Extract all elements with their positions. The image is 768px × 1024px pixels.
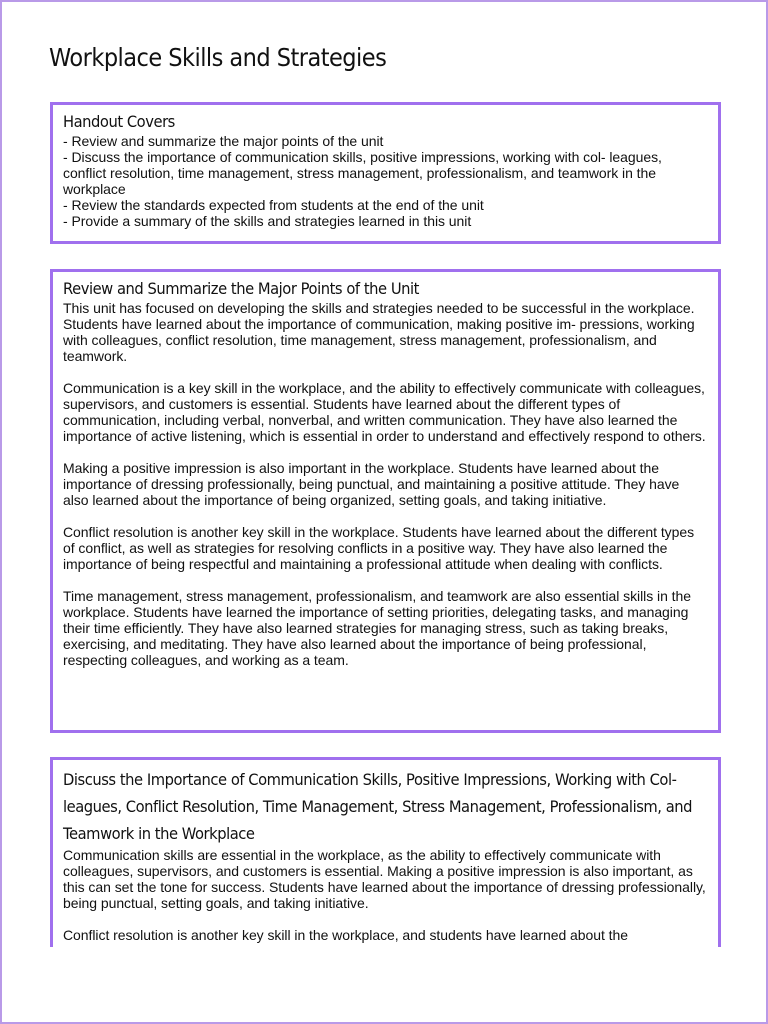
list-item: - Discuss the importance of communication skills, positive impressions, working with col- leagues, conflict resolution, time management, stress management, professionalism, and teamwork in the workplace [63,149,662,197]
discuss-importance-box [50,757,721,947]
page-title: Workplace Skills and Strategies [49,43,387,72]
handout-covers-list [63,133,708,229]
discuss-paragraph: Conflict resolution is another key skill in the workplace, and students have learned about the [63,927,628,943]
handout-covers-heading: Handout Covers [63,112,175,131]
review-summary-box [50,269,721,733]
review-paragraph: Making a positive impression is also important in the workplace. Students have learned about the importance of dressing professionally, being punctual, and maintaining a positive attitude. They have also learned about the importance of being organized, setting goals, and taking initiative. [63,460,680,508]
list-item: - Provide a summary of the skills and strategies learned in this unit [63,213,472,229]
review-paragraph: Conflict resolution is another key skill in the workplace. Students have learned about the different types of conflict, as well as strategies for resolving conflicts in a positive way. They have also learned the importance of being respectful and maintaining a professional attitude when dealing with conflicts. [63,524,695,572]
discuss-importance-heading: Discuss the Importance of Communication Skills, Positive Impressions, Working with Col- leagues, Conflict Resolution, Time Management, Stress Management, Professionalism, and Teamwork in the Workplace [63,770,693,843]
list-item: - Review the standards expected from students at the end of the unit [63,197,484,213]
review-paragraph: Time management, stress management, professionalism, and teamwork are also essential skills in the workplace. Students have learned the importance of setting priorities, delegating tasks, and managing their time efficiently. They have also learned strategies for managing stress, such as taking breaks, exercising, and meditating. They have also learned about the importance of being professional, respecting colleagues, and working as a team. [63,588,691,668]
discuss-paragraph: Communication skills are essential in the workplace, as the ability to effectively communicate with colleagues, supervisors, and customers is essential. Making a positive impression is also important, as this can set the tone for success. Students have learned about the importance of dressing professionally, being punctual, setting goals, and taking initiative. [63,847,706,911]
review-paragraph: Communication is a key skill in the workplace, and the ability to effectively communicate with colleagues, supervisors, and customers is essential. Students have learned about the different types of communication, including verbal, nonverbal, and written communication. They have also learned the importance of active listening, which is essential in order to understand and effectively respond to others. [63,380,706,444]
review-paragraph: This unit has focused on developing the skills and strategies needed to be successful in the workplace. Students have learned about the importance of communication, making positive im- pressions, working with colleagues, conflict resolution, time management, stress management, professionalism, and teamwork. [63,300,695,364]
list-item: - Review and summarize the major points of the unit [63,133,384,149]
review-summary-heading: Review and Summarize the Major Points of the Unit [63,279,419,298]
handout-covers-box [50,102,721,244]
